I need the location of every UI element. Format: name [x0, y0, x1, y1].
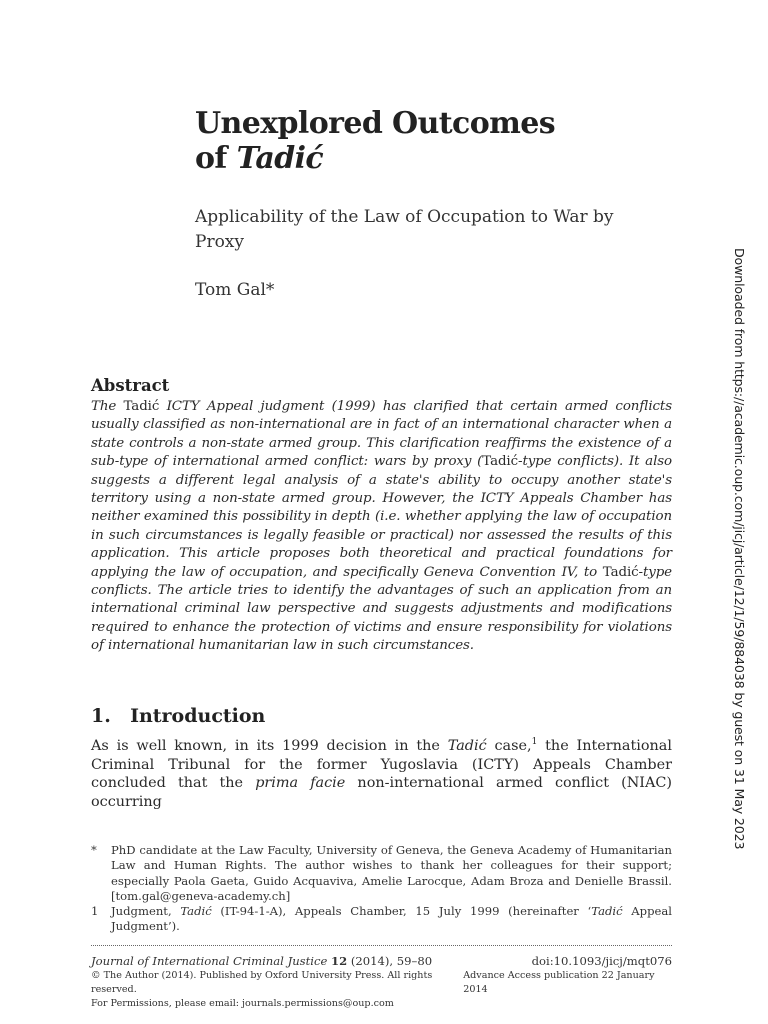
article-title: [195, 106, 615, 176]
introduction-heading: 1. Introduction: [91, 705, 266, 727]
download-watermark: Downloaded from https://academic.oup.com/jicj/article/12/1/59/884038 by guest on 31 May 2023: [732, 248, 747, 850]
footnote-text: PhD candidate at the Law Faculty, University of Geneva, the Geneva Academy of Humanitarian Law and Human Rights. The author wishes to thank her colleagues for their support; especially Paola Gaeta, Guido Acquaviva, Amelie Larocque, Adam Broza and Denielle Brassil. [tom.gal@geneva-academy.ch]: [111, 843, 672, 903]
footnote-text: [111, 904, 672, 935]
copyright-notice: © The Author (2014). Published by Oxford University Press. All rights reserved.: [91, 970, 433, 995]
journal-name: Journal of International Criminal Justice: [91, 954, 328, 968]
journal-citation: [91, 954, 432, 969]
intro-italic-term: prima facie: [255, 775, 346, 792]
abstract-case-name: Tadić: [602, 564, 639, 580]
abstract-segment: ICTY Appeal judgment (1999) has clarified that certain armed conflicts usually classified as non-international are in fact of an international character when a state controls a non-state armed group. This clarification reaffirms the existence of a sub-type of international armed conflict: wars by proxy (: [91, 399, 672, 470]
intro-case-name: Tadić: [447, 738, 487, 754]
abstract-heading: Abstract: [91, 376, 170, 395]
abstract-case-name: Tadić: [482, 454, 519, 470]
footnote-ref-1[interactable]: 1: [531, 737, 538, 748]
footnote-mark: *: [91, 843, 97, 857]
abstract-text: [91, 398, 672, 656]
doi-link[interactable]: doi:10.1093/jicj/mqt076: [531, 954, 672, 968]
footnote-author: [91, 843, 672, 904]
footnote-1-case: Tadić: [591, 904, 623, 919]
footer-divider: [91, 945, 672, 946]
intro-text-middle: the International Criminal Tribunal for the former Yugoslavia (ICTY) Appeals Chamber concluded that the: [91, 738, 672, 792]
journal-volume: 12: [331, 954, 348, 968]
permissions-note: For Permissions, please email: journals.permissions@oup.com: [91, 998, 394, 1009]
footnote-1-part: Judgment,: [111, 904, 181, 919]
footnote-1-part: Appeal Judgment’).: [111, 904, 673, 934]
footnotes: [91, 843, 672, 935]
introduction-paragraph: [91, 737, 672, 811]
intro-text-start: As is well known, in its 1999 decision in the: [91, 738, 448, 754]
title-line-2-prefix: of: [195, 141, 237, 176]
footer-journal-row: [91, 954, 672, 969]
footnote-1-part: (IT-94-1-A), Appeals Chamber, 15 July 1999 (hereinafter ‘: [211, 904, 592, 919]
footnote-1-case: Tadić: [180, 904, 212, 919]
article-subtitle: Applicability of the Law of Occupation to War by Proxy: [195, 207, 614, 252]
footnote-1: [91, 904, 672, 935]
page-footer: [91, 954, 672, 1011]
abstract-segment: The: [91, 399, 124, 414]
abstract-case-name: Tadić: [123, 399, 160, 414]
title-line-2: [195, 141, 615, 176]
author-name: Tom Gal*: [195, 280, 275, 300]
title-case-name: Tadić: [236, 141, 324, 176]
introduction-section: [91, 705, 672, 811]
abstract-segment: -type conflicts). It also suggests a different legal analysis of a state's ability to occupy another state's territory using a non-state armed group. However, the ICTY Appeals Chamber has neither examined this possibility in depth (i.e. whether applying the law of occupation in such circumstances is legally feasible or practical) nor assessed the results of this application. This article proposes both theoretical and practical foundations for applying the law of occupation, and specifically Geneva Convention IV, to: [91, 454, 672, 580]
journal-issue: (2014), 59–80: [347, 954, 433, 968]
intro-case-word: case,: [486, 738, 532, 754]
title-line-1: Unexplored Outcomes: [195, 106, 556, 141]
abstract-section: [91, 376, 672, 656]
advance-access-note: Advance Access publication 22 January 2014: [463, 970, 655, 995]
footnote-mark: 1: [91, 904, 99, 919]
title-block: [195, 106, 615, 300]
footer-copyright-row: [91, 969, 672, 997]
intro-text-end: non-international armed conflict (NIAC) occurring: [91, 775, 672, 810]
abstract-segment: -type conflicts. The article tries to identify the advantages of such an application from an international criminal law perspective and suggests adjustments and modifications required to enhance the protection of victims and ensure responsibility for violations of international humanitarian law in such circumstances.: [91, 564, 672, 654]
